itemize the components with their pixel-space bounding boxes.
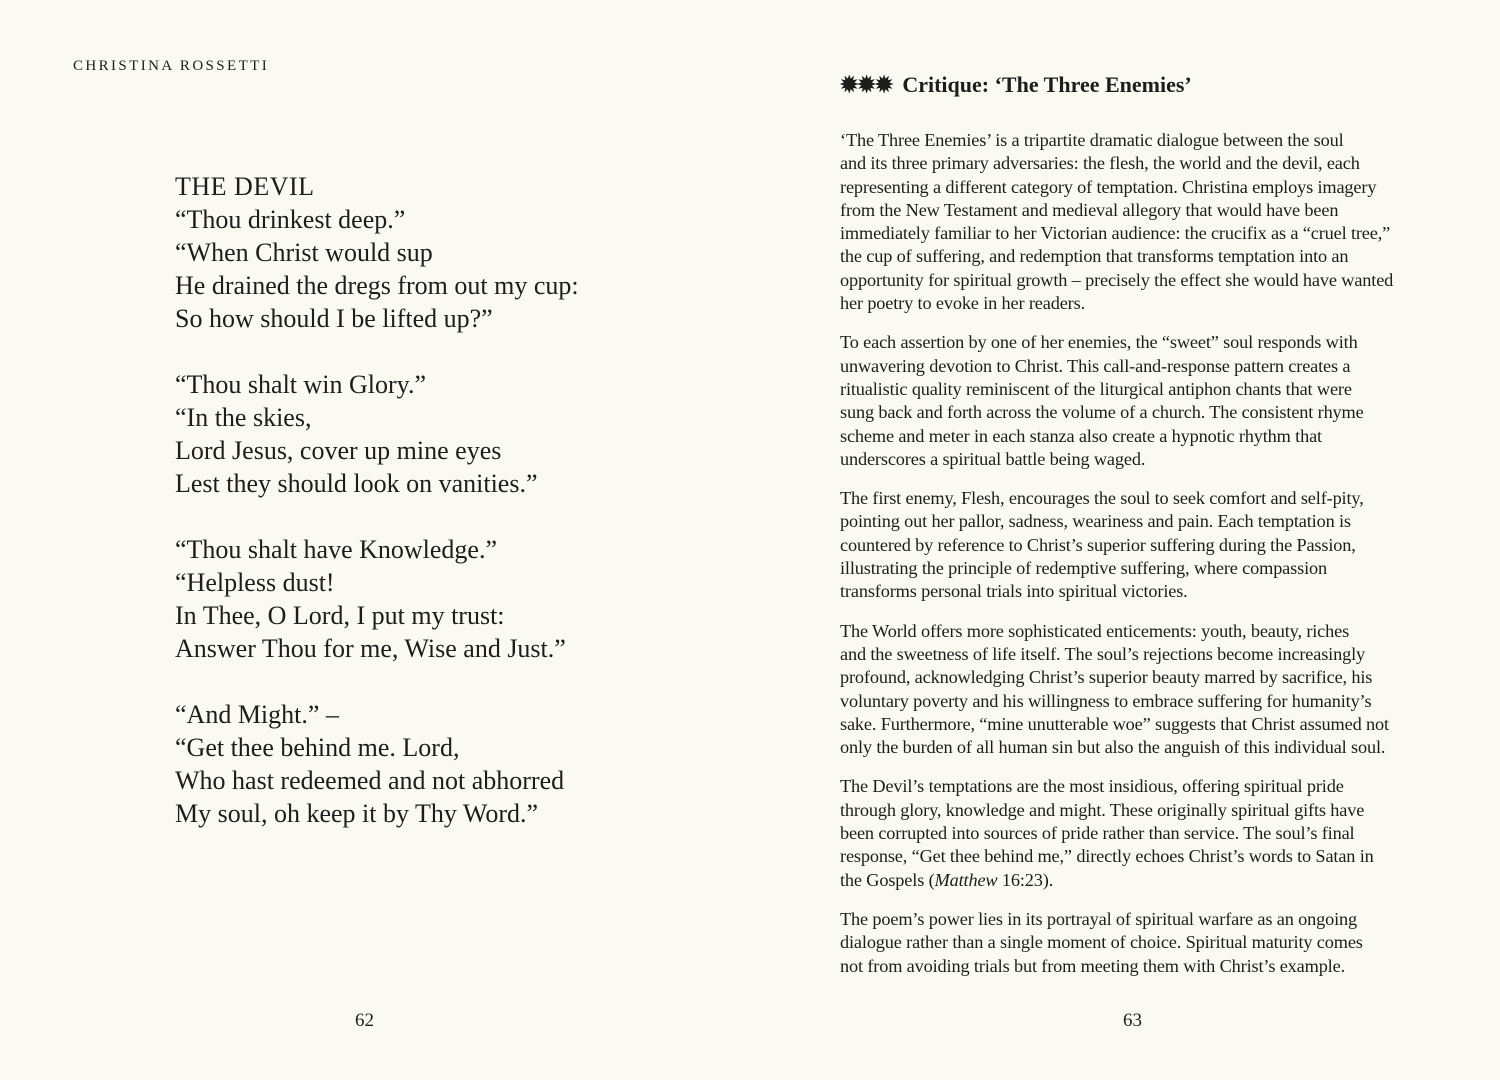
text-line: been corrupted into sources of pride rather than service. The soul’s final bbox=[840, 823, 1355, 844]
text-line: from the New Testament and medieval allegory that would have been bbox=[840, 199, 1339, 220]
text-line: The Devil’s temptations are the most insidious, offering spiritual pride bbox=[840, 776, 1344, 797]
text-line: countered by reference to Christ’s superior suffering during the Passion, bbox=[840, 534, 1356, 555]
text-line: The first enemy, Flesh, encourages the soul to seek comfort and self-pity, bbox=[840, 488, 1364, 509]
critique-paragraph bbox=[840, 908, 1440, 978]
critique-paragraph bbox=[840, 331, 1440, 471]
poem-line: “When Christ would sup bbox=[175, 238, 433, 267]
poem-line: “In the skies, bbox=[175, 403, 312, 432]
text-line: representing a different category of temptation. Christina employs imagery bbox=[840, 176, 1377, 197]
critique-paragraph bbox=[840, 129, 1440, 315]
critique-title: Critique: ‘The Three Enemies’ bbox=[902, 72, 1192, 97]
text-line bbox=[840, 869, 1440, 892]
poem-line: He drained the dregs from out my cup: bbox=[175, 271, 579, 300]
text-line: and the sweetness of life itself. The soul’s rejections become increasingly bbox=[840, 643, 1366, 664]
text-line: illustrating the principle of redemptive suffering, where compassion bbox=[840, 558, 1327, 579]
critique-paragraph bbox=[840, 775, 1440, 891]
text-line: through glory, knowledge and might. These originally spiritual gifts have bbox=[840, 799, 1365, 820]
critique-heading bbox=[840, 72, 1192, 98]
book-citation: Matthew bbox=[934, 869, 998, 890]
poem-line: My soul, oh keep it by Thy Word.” bbox=[175, 799, 539, 828]
text-line: The poem’s power lies in its portrayal of spiritual warfare as an ongoing bbox=[840, 908, 1358, 929]
stanza-2 bbox=[175, 368, 735, 500]
text-line: and its three primary adversaries: the flesh, the world and the devil, each bbox=[840, 153, 1360, 174]
poem-line: Lest they should look on vanities.” bbox=[175, 469, 538, 498]
text-line: the cup of suffering, and redemption that transforms temptation into an bbox=[840, 246, 1349, 267]
text-fragment: the Gospels ( bbox=[840, 869, 935, 890]
poem-line: “Get thee behind me. Lord, bbox=[175, 733, 460, 762]
poem-line: “Helpless dust! bbox=[175, 568, 335, 597]
sunburst-ornament-icon: ✹✹✹ bbox=[840, 72, 893, 97]
text-line: ritualistic quality reminiscent of the liturgical antiphon chants that were bbox=[840, 378, 1352, 399]
poem-section-title: THE DEVIL bbox=[175, 172, 315, 201]
text-line: transforms personal trials into spiritual victories. bbox=[840, 581, 1188, 602]
poem-line: “Thou shalt win Glory.” bbox=[175, 370, 427, 399]
page-number: 62 bbox=[355, 1010, 374, 1031]
text-line: profound, acknowledging Christ’s superior beauty marred by sacrifice, his bbox=[840, 667, 1373, 688]
critique-paragraph bbox=[840, 620, 1440, 760]
critique-body bbox=[840, 129, 1440, 994]
critique-paragraph bbox=[840, 487, 1440, 603]
text-line: pointing out her pallor, sadness, weariness and pain. Each temptation is bbox=[840, 511, 1351, 532]
text-line: unwavering devotion to Christ. This call-and-response pattern creates a bbox=[840, 355, 1351, 376]
stanza-3 bbox=[175, 533, 735, 665]
text-line: dialogue rather than a single moment of choice. Spiritual maturity comes bbox=[840, 932, 1363, 953]
poem-line: Who hast redeemed and not abhorred bbox=[175, 766, 565, 795]
page-number: 63 bbox=[1123, 1010, 1142, 1031]
poem bbox=[175, 170, 735, 863]
right-page bbox=[750, 0, 1500, 1080]
poem-line: “And Might.” – bbox=[175, 700, 339, 729]
poem-line: “Thou drinkest deep.” bbox=[175, 205, 406, 234]
text-line: sake. Furthermore, “mine unutterable woe” suggests that Christ assumed not bbox=[840, 713, 1389, 734]
text-line: ‘The Three Enemies’ is a tripartite dramatic dialogue between the soul bbox=[840, 130, 1344, 150]
stanza-1 bbox=[175, 203, 735, 335]
text-line: scheme and meter in each stanza also create a hypnotic rhythm that bbox=[840, 425, 1322, 446]
poem-line: So how should I be lifted up?” bbox=[175, 304, 493, 333]
poem-line: Lord Jesus, cover up mine eyes bbox=[175, 436, 502, 465]
running-head: CHRISTINA ROSSETTI bbox=[73, 58, 270, 74]
poem-line: Answer Thou for me, Wise and Just.” bbox=[175, 634, 566, 663]
text-line: immediately familiar to her Victorian audience: the crucifix as a “cruel tree,” bbox=[840, 223, 1391, 244]
text-line: voluntary poverty and his willingness to embrace suffering for humanity’s bbox=[840, 690, 1372, 711]
text-line: opportunity for spiritual growth – precisely the effect she would have wanted bbox=[840, 269, 1394, 290]
text-line: her poetry to evoke in her readers. bbox=[840, 293, 1085, 314]
text-fragment: 16:23). bbox=[997, 869, 1054, 890]
text-line: only the burden of all human sin but also the anguish of this individual soul. bbox=[840, 737, 1386, 758]
poem-line: In Thee, O Lord, I put my trust: bbox=[175, 601, 505, 630]
text-line: not from avoiding trials but from meeting them with Christ’s example. bbox=[840, 955, 1345, 976]
text-line: The World offers more sophisticated enticements: youth, beauty, riches bbox=[840, 620, 1350, 641]
text-line: sung back and forth across the volume of a church. The consistent rhyme bbox=[840, 402, 1364, 423]
text-line: response, “Get thee behind me,” directly echoes Christ’s words to Satan in bbox=[840, 846, 1374, 867]
text-line: To each assertion by one of her enemies, the “sweet” soul responds with bbox=[840, 332, 1358, 353]
stanza-4 bbox=[175, 698, 735, 830]
text-line: underscores a spiritual battle being waged. bbox=[840, 448, 1146, 469]
poem-line: “Thou shalt have Knowledge.” bbox=[175, 535, 498, 564]
